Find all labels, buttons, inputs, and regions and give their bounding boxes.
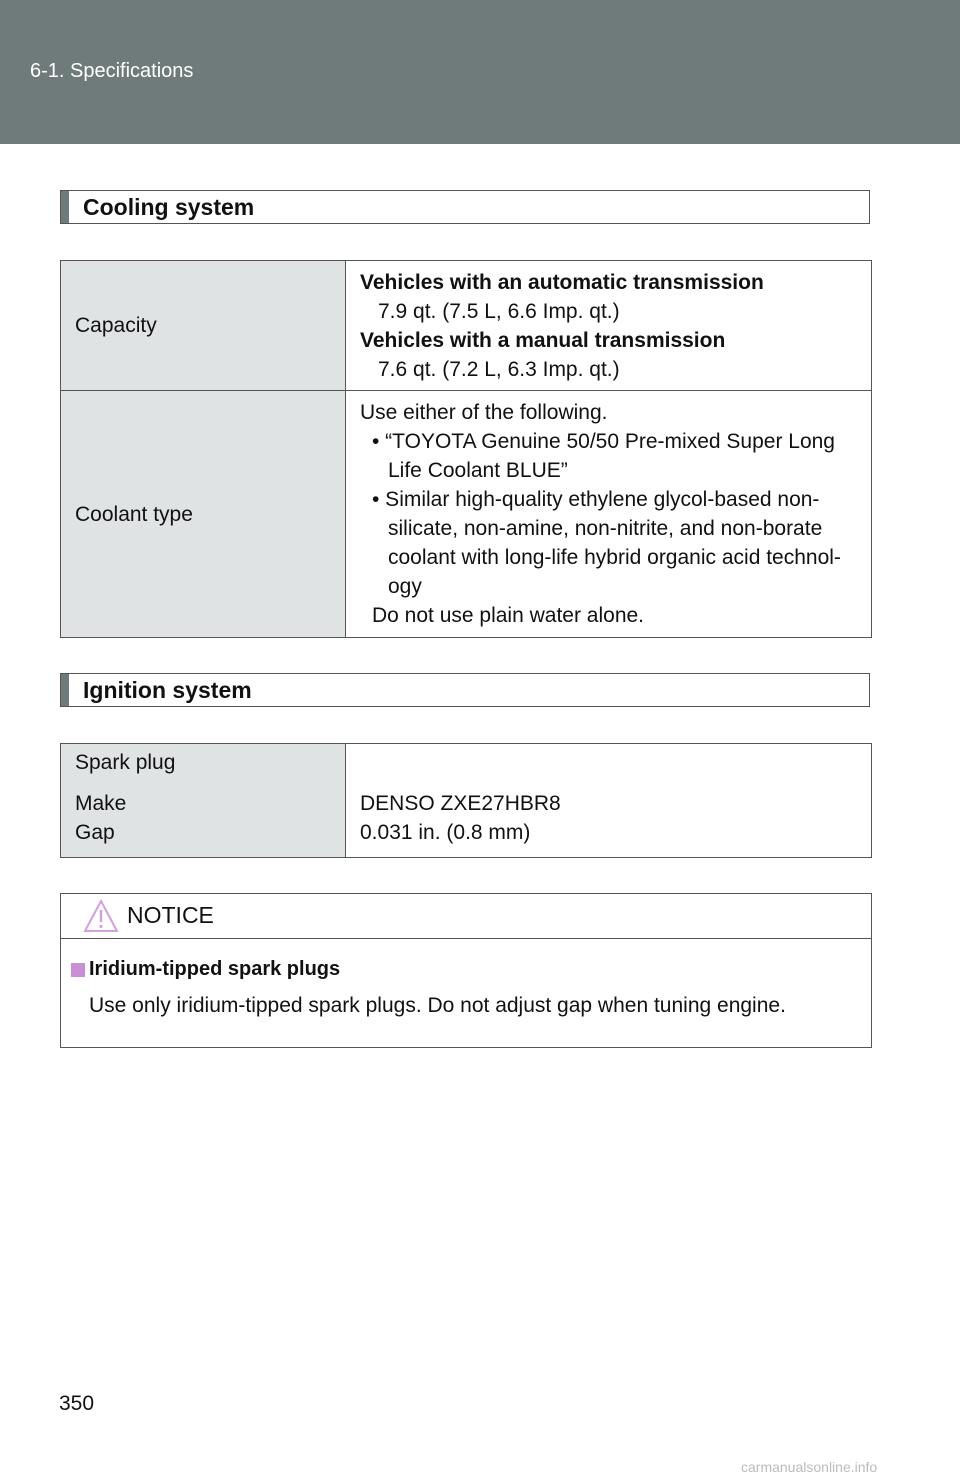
coolant-bullet-1-line-1: • “TOYOTA Genuine 50/50 Pre-mixed Super Long <box>372 430 835 453</box>
notice-box <box>60 893 872 1048</box>
coolant-bullet-2-line-3: coolant with long-life hybrid organic acid technol- <box>388 546 841 569</box>
watermark: carmanualsonline.info <box>741 1459 878 1475</box>
capacity-value-cell <box>346 261 872 391</box>
spark-plug-value-cell <box>346 744 872 858</box>
coolant-bullet-2-line-2: silicate, non-amine, non-nitrite, and non-borate <box>388 517 823 540</box>
cooling-spec-table <box>60 260 872 638</box>
breadcrumb: 6-1. Specifications <box>30 60 194 82</box>
title-accent-bar <box>61 674 69 706</box>
capacity-label: Capacity <box>61 261 346 391</box>
warning-triangle-icon <box>83 899 119 938</box>
manual-trans-heading: Vehicles with a manual transmission <box>360 328 726 352</box>
coolant-type-value-cell <box>346 391 872 638</box>
gap-label: Gap <box>75 821 115 844</box>
notice-subheading: Iridium-tipped spark plugs <box>89 958 341 980</box>
ignition-section-title <box>60 673 870 707</box>
coolant-intro: Use either of the following. <box>360 401 608 424</box>
coolant-bullet-2-line-1: • Similar high-quality ethylene glycol-based non- <box>372 488 820 511</box>
ignition-spec-table <box>60 743 872 858</box>
auto-trans-heading: Vehicles with an automatic transmission <box>360 270 764 294</box>
notice-title: NOTICE <box>127 902 214 928</box>
cooling-section-title <box>60 190 870 224</box>
gap-value: 0.031 in. (0.8 mm) <box>360 821 531 844</box>
square-bullet-icon <box>71 963 85 977</box>
ignition-title-text: Ignition system <box>83 677 252 703</box>
title-accent-bar <box>61 191 69 223</box>
page-number: 350 <box>59 1392 95 1415</box>
manual-trans-capacity: 7.6 qt. (7.2 L, 6.3 Imp. qt.) <box>378 357 620 381</box>
spark-plug-label: Spark plug <box>75 751 176 774</box>
spark-plug-label-cell <box>61 744 346 858</box>
coolant-type-row <box>61 391 872 638</box>
coolant-note: Do not use plain water alone. <box>372 604 645 627</box>
notice-header <box>61 894 871 939</box>
coolant-bullet-2-line-4: ogy <box>388 575 422 598</box>
coolant-bullet-1-line-2: Life Coolant BLUE” <box>388 459 568 482</box>
make-value: DENSO ZXE27HBR8 <box>360 792 561 815</box>
make-label: Make <box>75 792 127 815</box>
spark-plug-row <box>61 744 872 858</box>
coolant-type-label: Coolant type <box>61 391 346 638</box>
auto-trans-capacity: 7.9 qt. (7.5 L, 6.6 Imp. qt.) <box>378 299 620 323</box>
cooling-title-text: Cooling system <box>83 194 255 220</box>
capacity-row <box>61 261 872 391</box>
page-header <box>0 0 960 144</box>
notice-body: Use only iridium-tipped spark plugs. Do not adjust gap when tuning engine. <box>89 994 786 1017</box>
